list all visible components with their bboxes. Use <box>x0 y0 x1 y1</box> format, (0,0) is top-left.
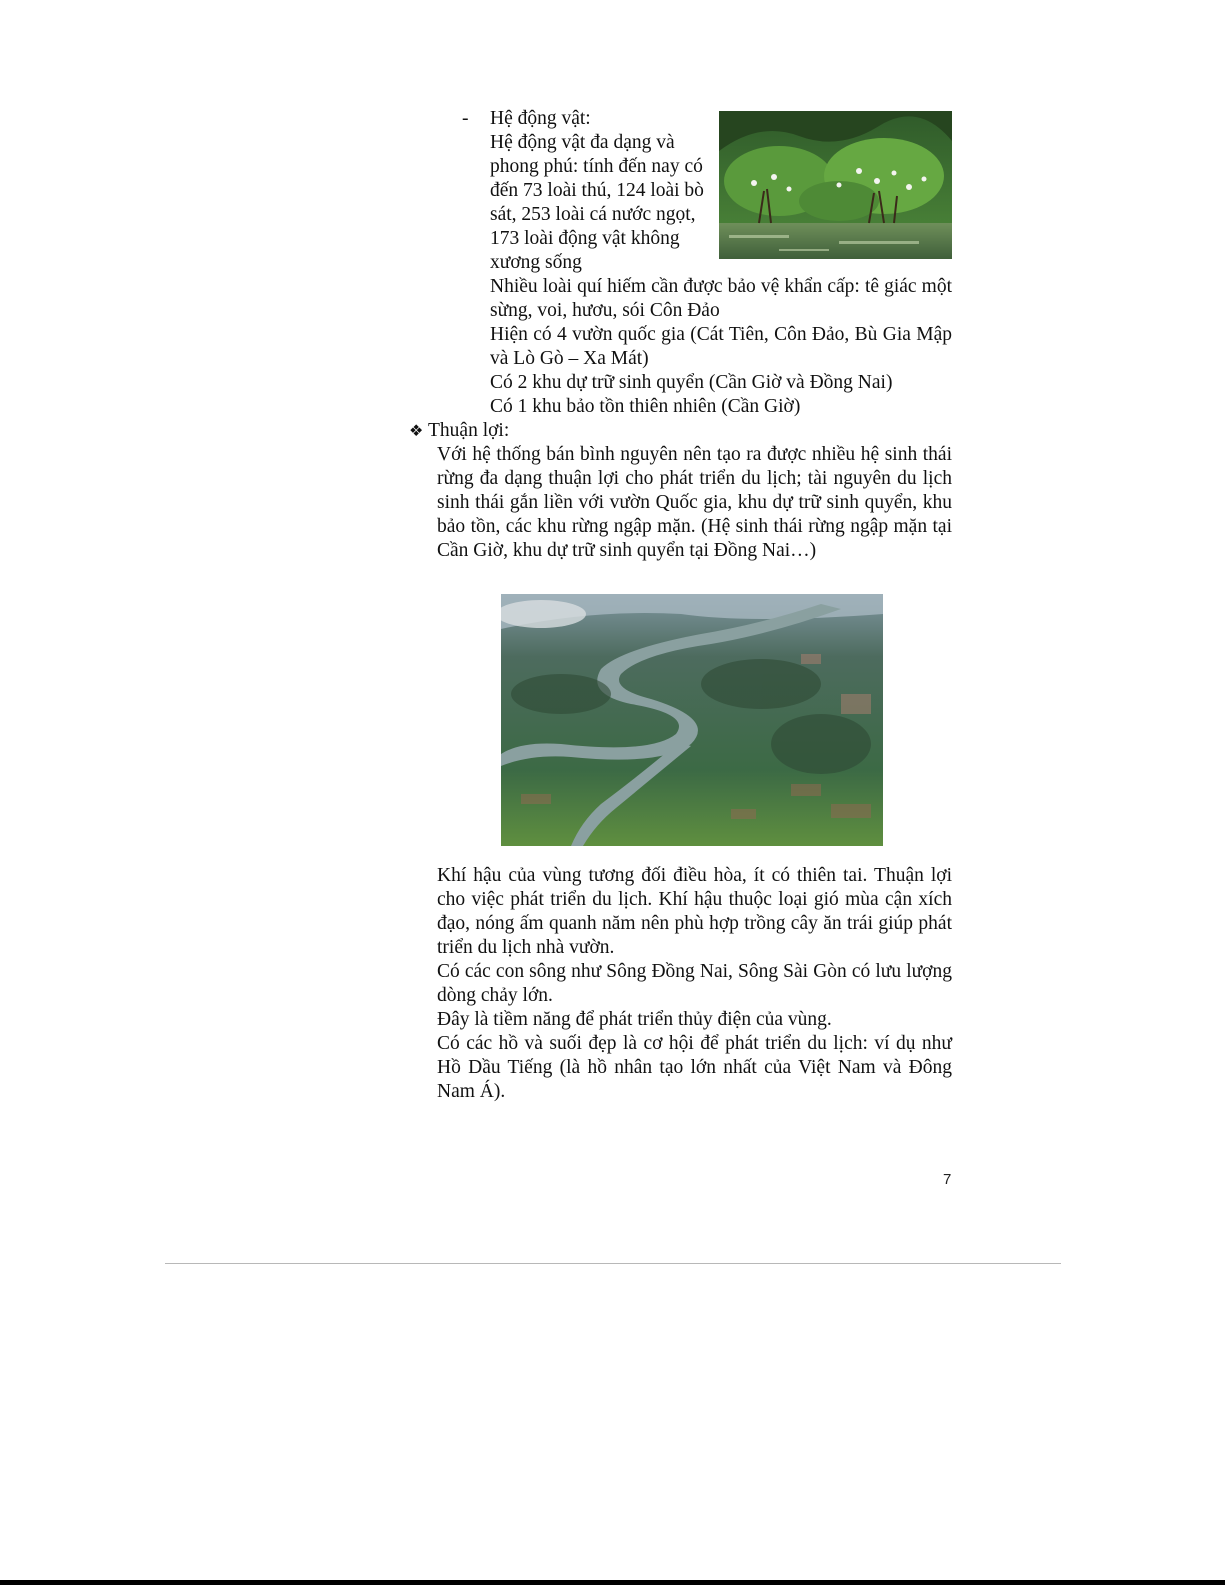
fauna-heading: Hệ động vật: <box>490 108 591 129</box>
bottom-edge-bar <box>0 1580 1225 1585</box>
rivers-paragraph: Có các con sông như Sông Đồng Nai, Sông Sài Gòn có lưu lượng dòng chảy lớn. <box>437 961 952 1006</box>
fauna-line: xương sống <box>490 252 582 273</box>
hydropower-line: Đây là tiềm năng để phát triển thủy điện của vùng. <box>437 1009 832 1030</box>
advantages-bullet-icon: ❖ <box>409 421 424 440</box>
mangrove-birds-photo <box>719 111 952 259</box>
river-aerial-photo <box>501 594 883 846</box>
fauna-line: 173 loài động vật không <box>490 228 680 249</box>
advantages-paragraph: Với hệ thống bán bình nguyên nên tạo ra được nhiều hệ sinh thái rừng đa dạng thuận lợi cho phát triển du lịch; tài nguyên du lịch sinh thái gắn liền với vườn Quốc gia, khu dự trữ sinh quyển, khu bảo tồn, các khu rừng ngập mặn. (Hệ sinh thái rừng ngập mặn tại Cần Giờ, khu dự trữ sinh quyển tại Đồng Nai…) <box>437 444 952 561</box>
fauna-rare-species: Nhiều loài quí hiếm cần được bảo vệ khẩn cấp: tê giác một sừng, voi, hươu, sói Côn Đảo <box>490 276 952 321</box>
fauna-conservation-area: Có 1 khu bảo tồn thiên nhiên (Cần Giờ) <box>490 396 801 417</box>
page-divider <box>165 1263 1061 1264</box>
fauna-bullet: - <box>462 108 469 129</box>
advantages-heading: Thuận lợi: <box>428 420 510 441</box>
page-number: 7 <box>943 1171 952 1188</box>
fauna-line: Hệ động vật đa dạng và <box>490 132 675 153</box>
fauna-biosphere-reserves: Có 2 khu dự trữ sinh quyển (Cần Giờ và Đồng Nai) <box>490 372 893 393</box>
fauna-national-parks: Hiện có 4 vườn quốc gia (Cát Tiên, Côn Đảo, Bù Gia Mập và Lò Gò – Xa Mát) <box>490 324 952 369</box>
fauna-line: phong phú: tính đến nay có <box>490 156 703 177</box>
lakes-paragraph: Có các hồ và suối đẹp là cơ hội để phát triển du lịch: ví dụ như Hồ Dầu Tiếng (là hồ nhân tạo lớn nhất của Việt Nam và Đông Nam Á). <box>437 1033 952 1102</box>
climate-paragraph: Khí hậu của vùng tương đối điều hòa, ít có thiên tai. Thuận lợi cho việc phát triển du lịch. Khí hậu thuộc loại gió mùa cận xích đạo, nóng ấm quanh năm nên phù hợp trồng cây ăn trái giúp phát triển du lịch nhà vườn. <box>437 865 952 958</box>
fauna-line: sát, 253 loài cá nước ngọt, <box>490 204 696 225</box>
fauna-line: đến 73 loài thú, 124 loài bò <box>490 180 704 201</box>
